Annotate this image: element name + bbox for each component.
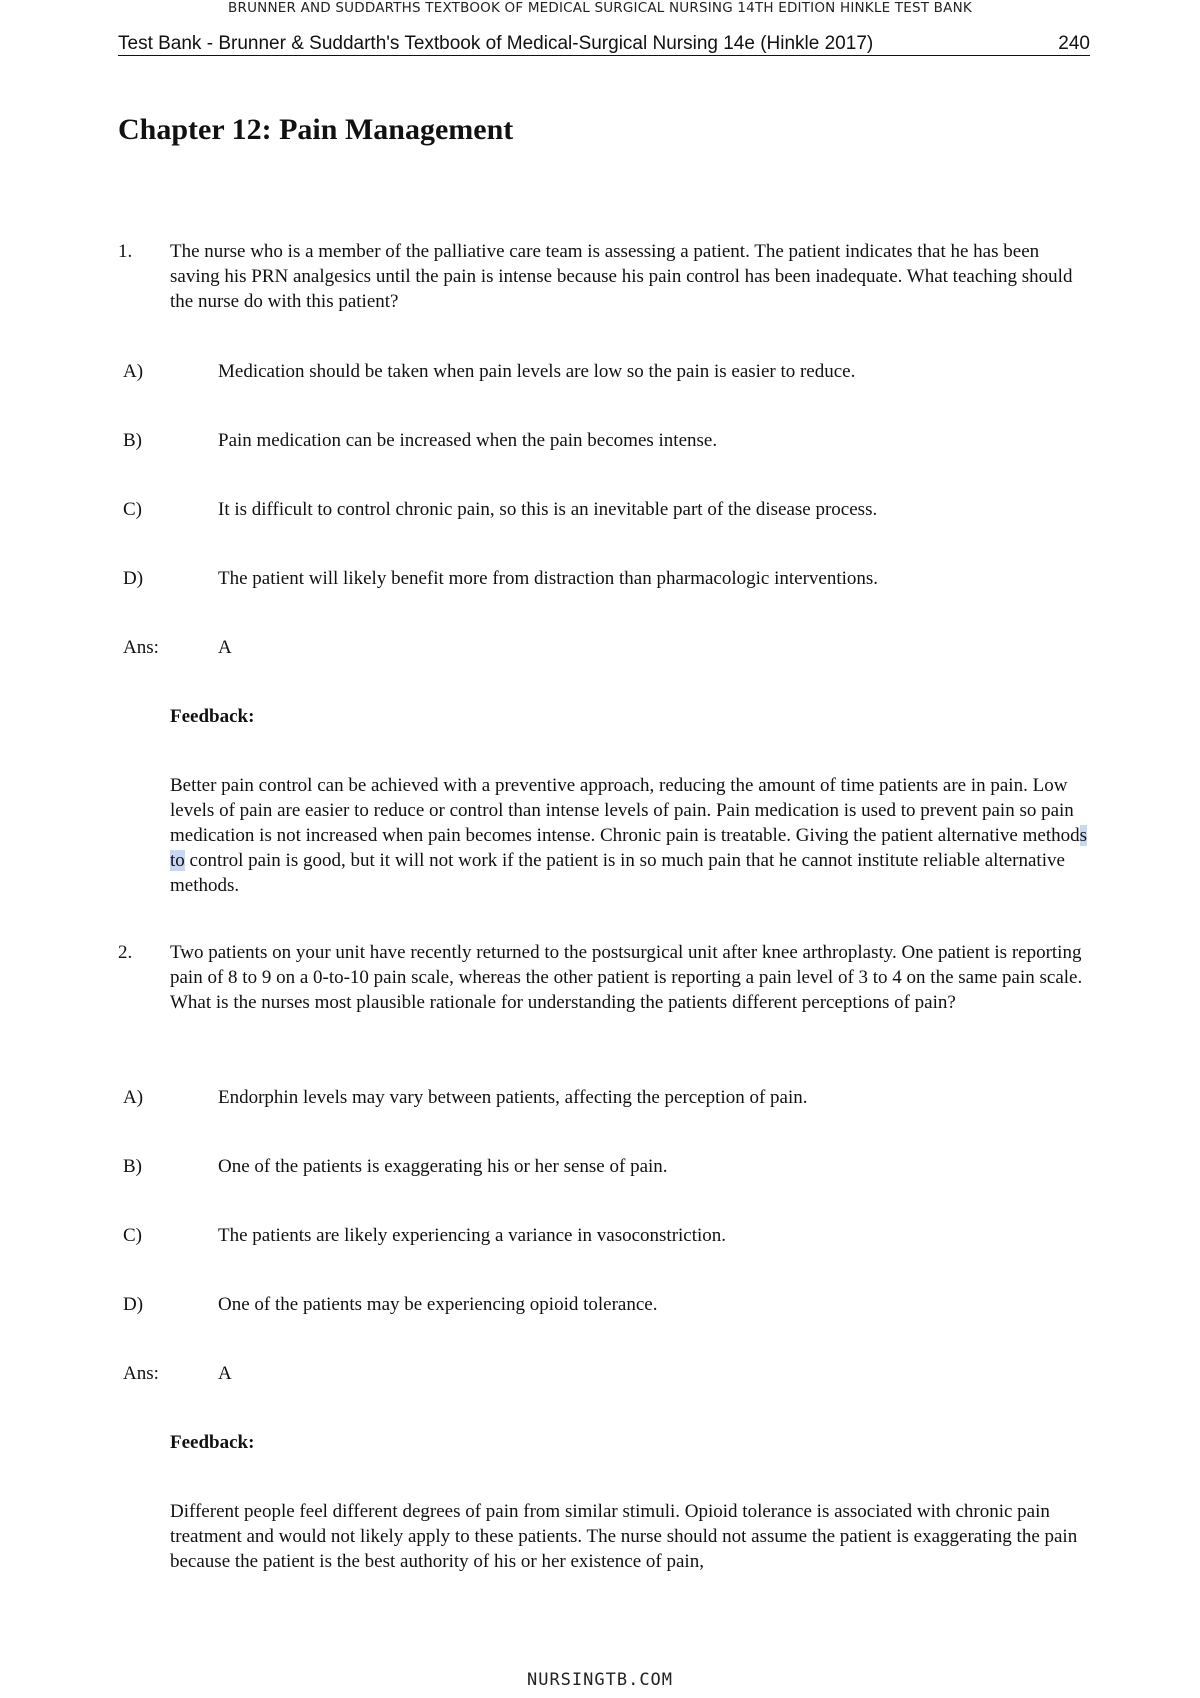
chapter-title: Chapter 12: Pain Management — [118, 113, 514, 146]
question-1-answer — [118, 635, 1090, 660]
option-text: Pain medication can be increased when the pain becomes intense. — [218, 430, 718, 451]
question-1-option-b — [118, 428, 1090, 453]
question-2-answer — [118, 1361, 1090, 1386]
option-text: One of the patients is exaggerating his or her sense of pain. — [218, 1156, 668, 1177]
top-banner: BRUNNER AND SUDDARTHS TEXTBOOK OF MEDICAL SURGICAL NURSING 14TH EDITION HINKLE TEST BANK — [228, 0, 972, 16]
option-label: A) — [123, 1087, 144, 1108]
running-header — [118, 33, 1090, 55]
question-1-feedback-text — [170, 773, 1090, 898]
option-label: C) — [123, 499, 142, 520]
answer-label: Ans: — [123, 1363, 159, 1384]
question-text: The nurse who is a member of the palliative care team is assessing a patient. The patient indicates that he has been saving his PRN analgesics until the pain is intense because his pain control has been inadequate. What teaching should the nurse do with this patient? — [170, 241, 1073, 312]
running-header-title: Test Bank - Brunner & Suddarth's Textbook of Medical-Surgical Nursing 14e (Hinkle 2017) — [118, 33, 874, 54]
feedback-text-part: Better pain control can be achieved with a preventive approach, reducing the amount of time patients are in pain. Low levels of pain are easier to reduce or control than intense levels of pain. Pain medication is used to prevent pain so pain medication is not increased when pain becomes intense. Chronic pain is treatable. Giving the patient alternative method — [170, 775, 1080, 846]
question-2-option-b — [118, 1154, 1090, 1179]
question-2-stem — [118, 940, 1090, 1015]
answer-value: A — [218, 1363, 232, 1384]
option-label: D) — [123, 1294, 144, 1315]
option-label: C) — [123, 1225, 142, 1246]
option-text: The patients are likely experiencing a variance in vasoconstriction. — [218, 1225, 727, 1246]
question-1-feedback-heading: Feedback: — [170, 706, 255, 727]
option-label: A) — [123, 361, 144, 382]
answer-label: Ans: — [123, 637, 159, 658]
option-text: It is difficult to control chronic pain, so this is an inevitable part of the disease process. — [218, 499, 878, 520]
question-2-option-d — [118, 1292, 1090, 1317]
question-2-option-c — [118, 1223, 1090, 1248]
option-text: Medication should be taken when pain levels are low so the pain is easier to reduce. — [218, 361, 856, 382]
question-number: 2. — [118, 942, 133, 963]
question-2-feedback-heading: Feedback: — [170, 1432, 255, 1453]
question-2-option-a — [118, 1085, 1090, 1110]
question-text: Two patients on your unit have recently returned to the postsurgical unit after knee arthroplasty. One patient is reporting pain of 8 to 9 on a 0-to-10 pain scale, whereas the other patient is reporting a pain level of 3 to 4 on the same pain scale. What is the nurses most plausible rationale for understanding the patients different perceptions of pain? — [170, 942, 1083, 1013]
option-text: Endorphin levels may vary between patients, affecting the perception of pain. — [218, 1087, 808, 1108]
question-1-stem — [118, 239, 1090, 314]
header-rule — [118, 55, 1090, 56]
option-label: D) — [123, 568, 144, 589]
option-label: B) — [123, 430, 142, 451]
selection-highlight: s to — [170, 825, 1088, 871]
footer-site: NURSINGTB.COM — [526, 1670, 674, 1690]
question-1-option-c — [118, 497, 1090, 522]
feedback-text-part: control pain is good, but it will not work if the patient is in so much pain that he cannot institute reliable alternative methods. — [170, 850, 1065, 896]
question-1-option-d — [118, 566, 1090, 591]
question-number: 1. — [118, 241, 133, 262]
question-2-feedback-text: Different people feel different degrees of pain from similar stimuli. Opioid tolerance is associated with chronic pain treatment and would not likely apply to these patients. The nurse should not assume the patient is exaggerating the pain because the patient is the best authority of his or her existence of pain, — [170, 1501, 1078, 1572]
page-number: 240 — [1058, 33, 1090, 54]
option-label: B) — [123, 1156, 142, 1177]
question-1-option-a — [118, 359, 1090, 384]
option-text: The patient will likely benefit more from distraction than pharmacologic interventions. — [218, 568, 879, 589]
option-text: One of the patients may be experiencing opioid tolerance. — [218, 1294, 658, 1315]
answer-value: A — [218, 637, 232, 658]
